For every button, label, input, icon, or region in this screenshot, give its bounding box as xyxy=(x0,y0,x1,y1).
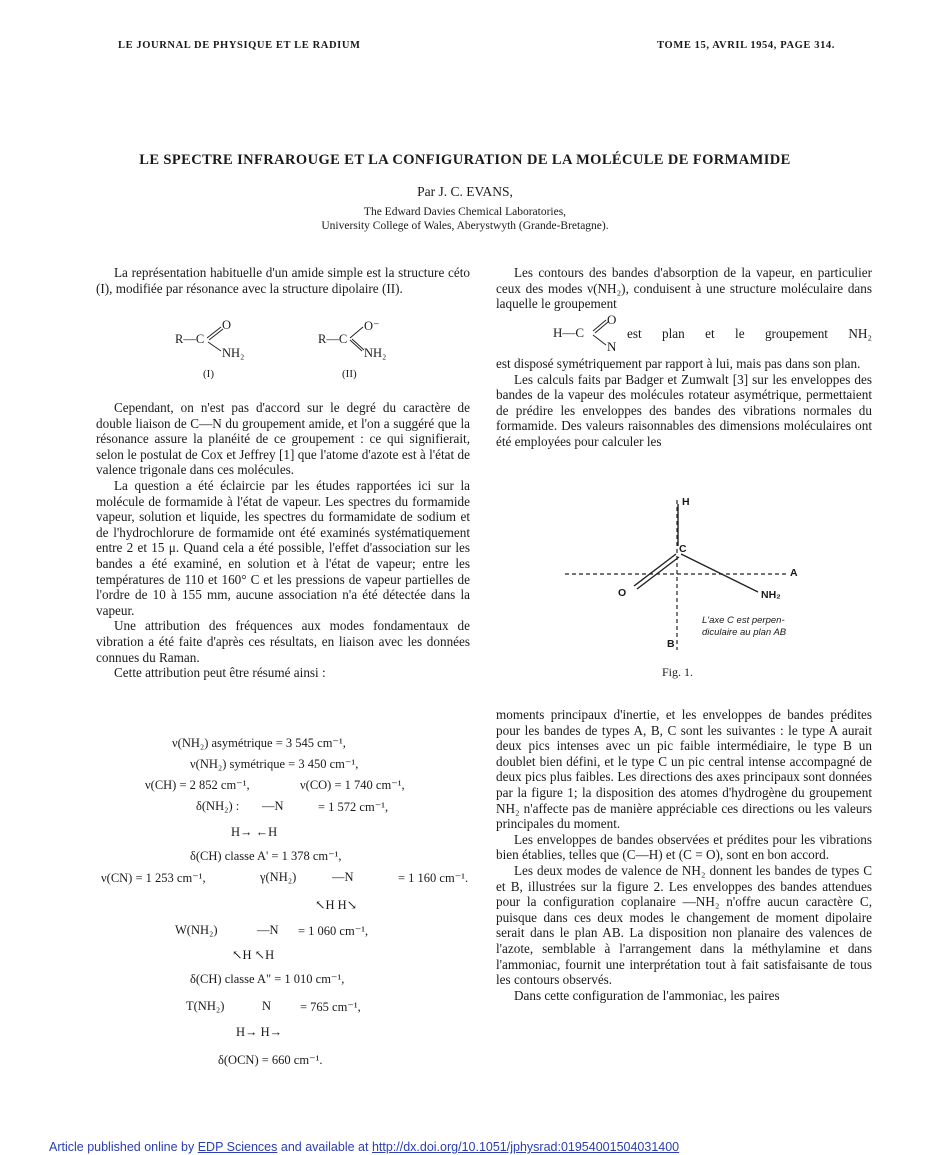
structure-bottom-group: NH₂ xyxy=(364,346,387,360)
paragraph: Cette attribution peut être résumé ainsi : xyxy=(114,665,326,681)
article-author: Par J. C. EVANS, xyxy=(417,184,513,199)
equation: δ(CH) classe A" = 1 010 cm⁻¹, xyxy=(190,972,345,986)
paragraph: Les contours des bandes d'absorption de la vapeur, en particulier ceux des modes ν(NH₂), conduisent à une structure moléculaire dans laquelle le groupement xyxy=(496,265,872,312)
affiliation-line-1: The Edward Davies Chemical Laboratories, xyxy=(363,206,567,218)
equation: = 1 060 cm⁻¹, xyxy=(298,924,369,938)
equation: ν(CO) = 1 740 cm⁻¹, xyxy=(300,778,405,792)
doi-link[interactable]: http://dx.doi.org/10.1051/jphysrad:01954001504031400 xyxy=(371,1140,680,1154)
equation: = 765 cm⁻¹, xyxy=(300,1000,361,1014)
figure-axis-B: B xyxy=(667,638,675,650)
structure-bonds xyxy=(318,318,408,380)
equation: W(NH₂) xyxy=(175,923,218,937)
paragraph: La représentation habituelle d'un amide simple est la structure céto (I), modifiée par résonance avec la structure dipolaire (II). xyxy=(96,265,470,296)
structure-top-atom: O⁻ xyxy=(364,319,380,333)
right-column-lower xyxy=(496,707,872,1003)
equation: H→ H→ xyxy=(236,1025,283,1039)
structure-top-atom: O xyxy=(222,318,232,332)
paragraph: Cependant, on n'est pas d'accord sur le degré du caractère de double liaison de C—N du groupement amide, et l'on a suggéré que la résonance assure la planéité de ce groupement : ce qui signifierait, selon le postulat de Cox et Jeffrey [1] que l'atome d'azote est à l'état de valence trigonale dans ces molécules. xyxy=(96,400,470,478)
figure-atom-NH2: NH₂ xyxy=(761,589,781,601)
equation: ν(NH₂) symétrique = 3 450 cm⁻¹, xyxy=(190,757,359,771)
structure-I xyxy=(175,318,265,380)
equation: = 1 160 cm⁻¹. xyxy=(398,871,469,885)
right-column-intro xyxy=(496,265,872,312)
equation: δ(CH) classe A' = 1 378 cm⁻¹, xyxy=(190,849,342,863)
footer-middle: and available at xyxy=(280,1140,369,1154)
figure-caption: Fig. 1. xyxy=(662,665,694,679)
paragraph: est disposé symétriquement par rapport à lui, mais pas dans son plan. xyxy=(496,356,861,371)
paragraph: Les deux modes de valence de NH₂ donnent les bandes de types C et B, illustrées sur la figure 2. Les enveloppes des bandes attendues pour la configuration coplanaire —NH₂ n'offre aucun caractère C, puisque dans ces deux modes le changement de moment dipolaire serait dans le plan AB. La disposition non planaire des valences de l'azote, semblable à l'arrangement dans la méthylamine et dans l'ammoniac, fournit une interprétation tout à fait satisfaisante de tous les contours observés. xyxy=(496,862,872,988)
structure-formula: R—C xyxy=(318,332,348,346)
publication-footer xyxy=(49,1140,679,1154)
footer-prefix: Article published online by xyxy=(49,1140,195,1154)
inline-structure-continuation: est plan et le groupement NH₂ xyxy=(627,326,872,341)
figure-atom-C: C xyxy=(679,543,687,555)
paragraph: La question a été éclaircie par les études rapportées ici sur la molécule de formamide à l'état de vapeur. Les spectres du formamide vapeur, solution et liquide, les spectres du formamidate de sodium et de l'hydrochlorure de formamide ont été examinés systématiquement entre 2 et 15 μ. Quand cela a été possible, l'effet d'association sur les bandes a été examiné, en solution et à l'état de vapeur; entre les températures de 110 et 160° C et les pressions de vapeur partielles de l'ordre de 10 à 155 mm, aucune association n'a été détectée dans la vapeur. xyxy=(96,477,470,618)
article-title: LE SPECTRE INFRAROUGE ET LA CONFIGURATION DE LA MOLÉCULE DE FORMAMIDE xyxy=(139,152,791,168)
running-header-page: TOME 15, AVRIL 1954, PAGE 314. xyxy=(657,40,835,51)
equation: T(NH₂) xyxy=(186,999,225,1013)
equation: ν(CN) = 1 253 cm⁻¹, xyxy=(101,871,206,885)
publisher-link[interactable]: EDP Sciences xyxy=(197,1140,278,1154)
figure-atom-H: H xyxy=(682,496,690,508)
inline-structure xyxy=(553,312,633,358)
equation: δ(NH₂) : xyxy=(196,799,240,813)
equation: ↖H H↘ xyxy=(315,898,358,912)
structure-label: (I) xyxy=(203,368,214,380)
equation: = 1 572 cm⁻¹, xyxy=(318,800,389,814)
paragraph: Les calculs faits par Badger et Zumwalt [3] sur les enveloppes des bandes de la vapeur des molécules rotateur asymétrique, permettaient de prédire les enveloppes des bandes des vibrations normales du formamide. Des valeurs raisonnables des dimensions moléculaires ont été employées pour calculer les xyxy=(496,371,872,449)
affiliation-line-2: University College of Wales, Aberystwyth (Grande-Bretagne). xyxy=(321,220,609,232)
structure-bonds xyxy=(175,318,265,380)
structure-bottom-group: NH₂ xyxy=(222,346,245,360)
figure-note-line-1: L'axe C est perpen- xyxy=(702,615,785,626)
structure-formula: R—C xyxy=(175,332,205,346)
equation: δ(OCN) = 660 cm⁻¹. xyxy=(218,1053,323,1067)
bond-C-N xyxy=(681,554,758,592)
equation: —N xyxy=(257,923,279,937)
structure-label: (II) xyxy=(342,368,357,380)
structure-bottom-atom: N xyxy=(607,339,617,354)
equation: N xyxy=(262,999,272,1013)
running-header-journal: LE JOURNAL DE PHYSIQUE ET LE RADIUM xyxy=(118,40,361,51)
paragraph: Les enveloppes de bandes observées et prédites pour les vibrations bien établies, telles que (C—H) et (C = O), sont en bon accord. xyxy=(496,831,872,863)
equation: ν(NH₂) asymétrique = 3 545 cm⁻¹, xyxy=(172,736,346,750)
left-column-intro xyxy=(96,265,470,296)
paragraph: Une attribution des fréquences aux modes fondamentaux de vibration a été faite d'après ces résultats, en liaison avec les données connues du Raman. xyxy=(96,618,470,665)
left-column-body xyxy=(96,400,470,681)
structure-formula: H—C xyxy=(553,325,585,340)
equation: γ(NH₂) xyxy=(260,870,297,884)
equation: ν(CH) = 2 852 cm⁻¹, xyxy=(145,778,250,792)
equation: ↖H ↖H xyxy=(232,948,275,962)
right-column-body xyxy=(496,356,872,450)
figure-note-line-2: diculaire au plan AB xyxy=(702,627,787,638)
figure-axis-A: A xyxy=(790,567,798,579)
bond-C-O-2 xyxy=(637,557,679,589)
structure-II xyxy=(318,318,408,380)
structure-top-atom: O xyxy=(607,312,617,327)
structure-bonds xyxy=(553,312,633,358)
bond-C-O-1 xyxy=(634,554,676,586)
figure-atom-O: O xyxy=(618,587,627,599)
equation: —N xyxy=(262,799,284,813)
paragraph: Dans cette configuration de l'ammoniac, les paires xyxy=(514,987,780,1003)
equation: —N xyxy=(332,870,354,884)
equation: H→ ←H xyxy=(231,825,278,839)
paragraph: moments principaux d'inertie, et les enveloppes de bandes prédites pour les bandes de types A, B, C sont les suivantes : le type A aurait deux pics intenses avec un pic faible intermédiaire, le type B un doublet bien défini, et le type C un pic central intense accompagné de deux pics plus faibles. Les directions des axes principaux sont données par la figure 1; la disposition des atomes d'hydrogène du groupement NH₂ n'affecte pas de manière appréciable ces directions ou les valeurs principales du moment. xyxy=(496,707,872,832)
